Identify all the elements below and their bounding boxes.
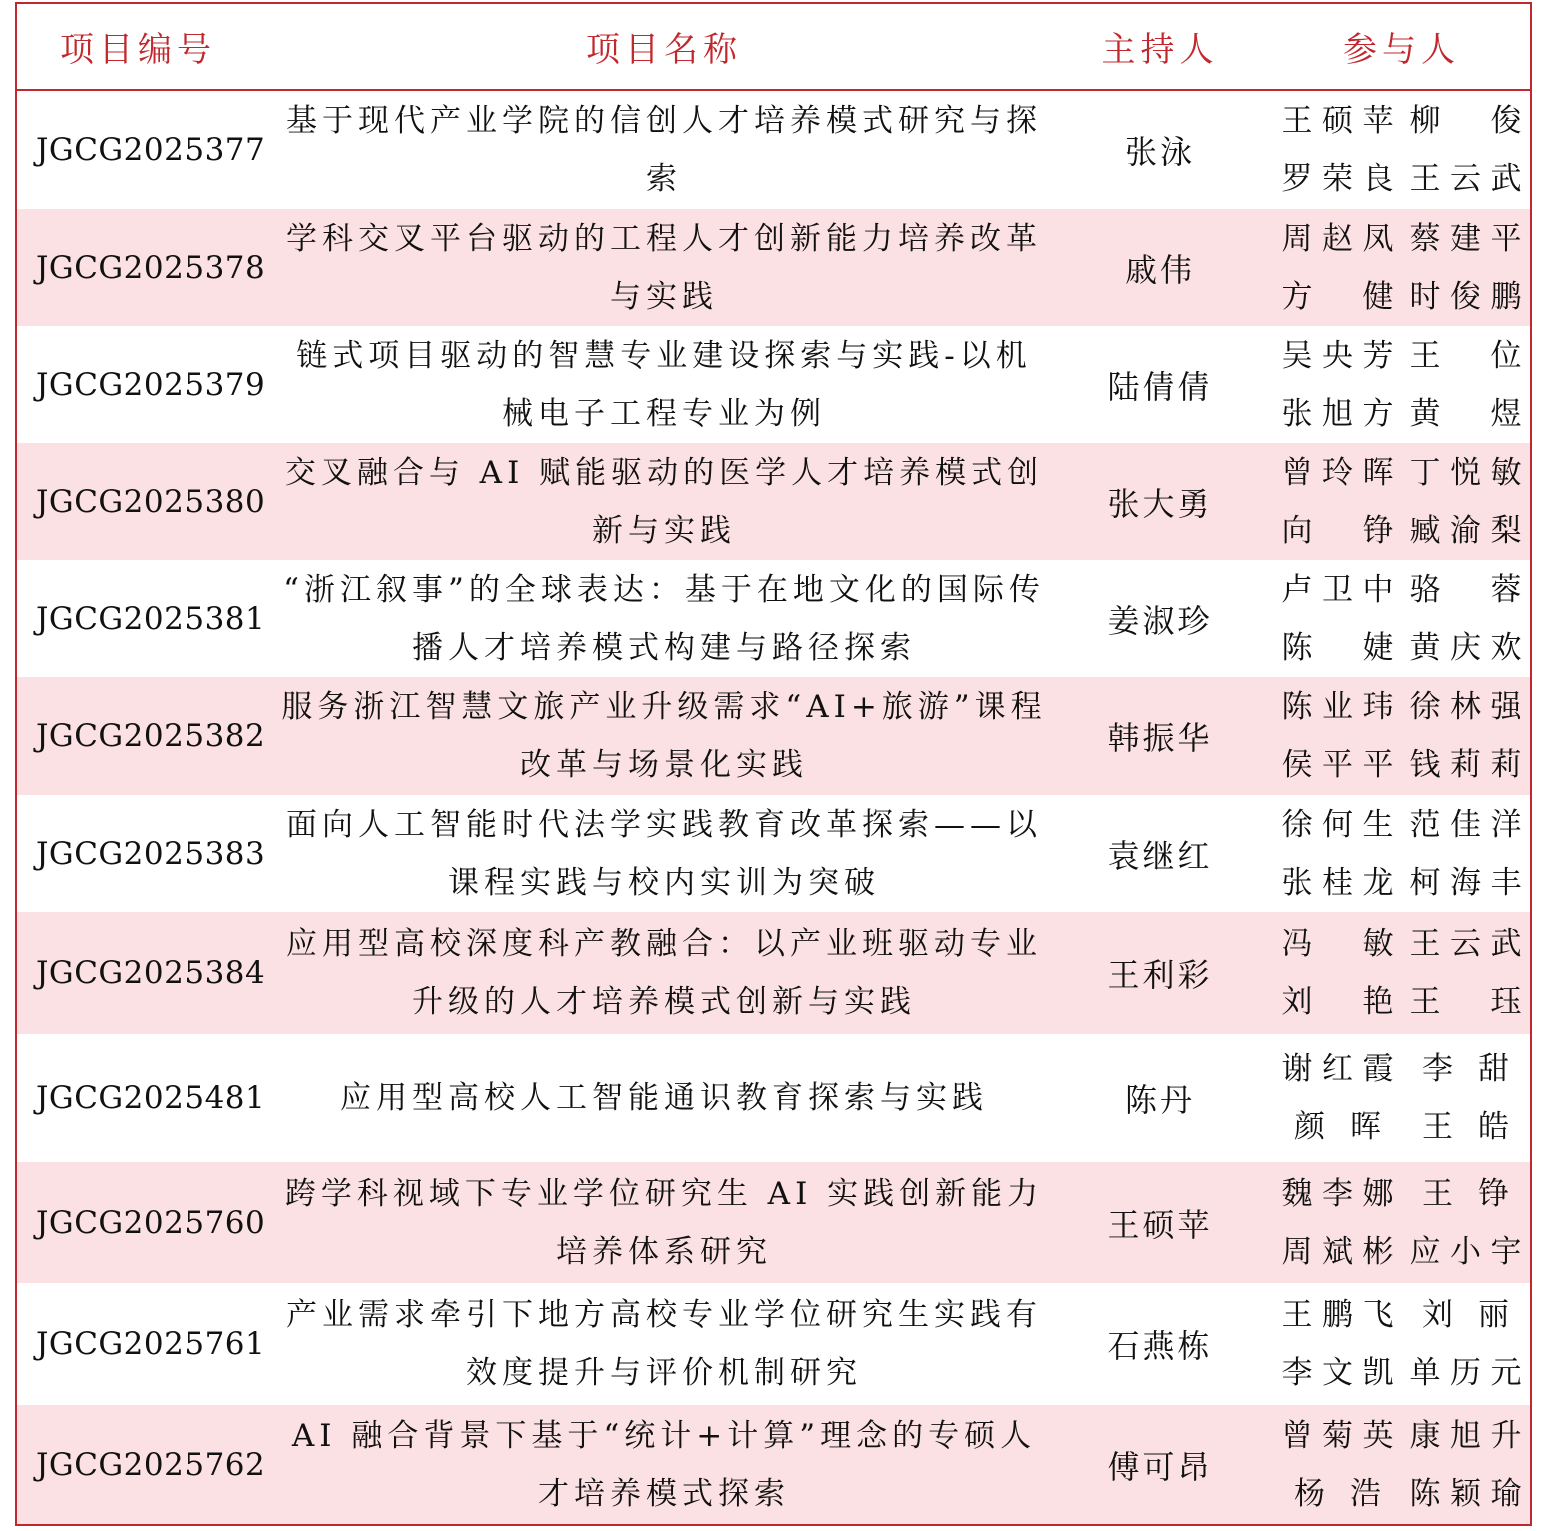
project-participants <box>1269 677 1534 795</box>
project-participants <box>1269 1283 1534 1405</box>
participant-name: 刘 艳 <box>1281 984 1394 1020</box>
project-host: 陈丹 <box>1124 1081 1195 1119</box>
participant-name: 罗 荣 良 <box>1281 161 1394 197</box>
participant-name: 周 斌 彬 <box>1281 1233 1394 1270</box>
project-name: 基于现代产业学院的信创人才培养模式研究与探索 <box>286 103 1042 197</box>
participant-name: 吴 央 芳 <box>1281 337 1394 374</box>
participant-name: 冯 敏 <box>1281 926 1394 962</box>
participant-name: 柳 俊 <box>1409 103 1522 139</box>
participant-name: 李 甜 <box>1422 1051 1509 1087</box>
project-participants <box>1269 326 1534 443</box>
participant-name: 丁 悦 敏 <box>1409 454 1522 491</box>
participant-name: 钱 莉 莉 <box>1409 747 1522 783</box>
participant-name: 徐 林 强 <box>1409 689 1522 725</box>
header-code: 项目编号 <box>60 30 216 70</box>
table-row <box>17 443 1530 560</box>
project-table <box>15 2 1532 1526</box>
participant-name: 王 云 武 <box>1409 926 1522 962</box>
participant-name: 臧 渝 梨 <box>1409 512 1522 549</box>
project-participants <box>1269 795 1534 912</box>
participant-name: 王 皓 <box>1422 1109 1509 1145</box>
project-name: 交叉融合与 AI 赋能驱动的医学人才培养模式创新与实践 <box>284 454 1044 549</box>
participant-name: 范 佳 洋 <box>1409 806 1522 843</box>
participant-name: 曾 菊 英 <box>1281 1417 1394 1454</box>
project-host: 戚伟 <box>1124 250 1195 289</box>
table-row <box>17 1283 1530 1405</box>
participant-name: 张 桂 龙 <box>1281 864 1394 901</box>
participant-name: 康 旭 升 <box>1409 1417 1522 1454</box>
participant-name: 王 硕 苹 <box>1281 103 1394 139</box>
participant-name: 王 云 武 <box>1409 161 1522 197</box>
participant-name: 李 文 凯 <box>1281 1355 1394 1391</box>
project-host: 姜淑珍 <box>1107 601 1213 640</box>
project-participants <box>1269 560 1534 677</box>
table-row <box>17 1162 1530 1283</box>
participant-name: 谢 红 霞 <box>1281 1051 1394 1087</box>
project-code: JGCG2025383 <box>36 835 266 872</box>
table-header <box>17 4 1530 91</box>
project-participants <box>1269 91 1534 209</box>
project-participants <box>1269 912 1534 1034</box>
participant-name: 颜 晖 <box>1294 1109 1381 1145</box>
project-host: 王硕苹 <box>1107 1205 1213 1244</box>
project-host: 韩振华 <box>1107 719 1213 757</box>
participant-name: 蔡 建 平 <box>1409 220 1522 257</box>
participant-name: 黄 庆 欢 <box>1409 629 1522 666</box>
participant-name: 向 铮 <box>1281 512 1394 549</box>
participant-name: 黄 煜 <box>1409 395 1522 432</box>
project-host: 张大勇 <box>1107 484 1213 523</box>
project-host: 陆倩倩 <box>1107 367 1213 406</box>
project-host: 王利彩 <box>1107 956 1213 994</box>
participant-name: 曾 玲 晖 <box>1281 454 1394 491</box>
participant-name: 时 俊 鹏 <box>1409 278 1522 315</box>
participant-name: 陈 颖 瑜 <box>1409 1475 1522 1512</box>
table-row <box>17 209 1530 326</box>
participant-name: 魏 李 娜 <box>1281 1175 1394 1212</box>
participant-name: 杨 浩 <box>1294 1475 1381 1512</box>
project-participants <box>1269 1162 1534 1283</box>
project-code: JGCG2025481 <box>36 1080 266 1116</box>
project-name: 面向人工智能时代法学实践教育改革探索——以课程实践与校内实训为突破 <box>286 806 1042 901</box>
participant-name: 卢 卫 中 <box>1281 571 1394 608</box>
project-code: JGCG2025378 <box>36 249 266 286</box>
project-participants <box>1269 1034 1534 1162</box>
project-name: AI 融合背景下基于“统计+计算”理念的专硕人才培养模式探索 <box>291 1417 1037 1512</box>
project-name: 服务浙江智慧文旅产业升级需求“AI+旅游”课程改革与场景化实践 <box>281 689 1047 783</box>
header-participants: 参与人 <box>1343 30 1460 70</box>
participant-name: 应 小 宇 <box>1409 1233 1522 1270</box>
project-code: JGCG2025760 <box>36 1204 266 1241</box>
project-participants <box>1269 443 1534 560</box>
participant-name: 张 旭 方 <box>1281 395 1394 432</box>
project-name: 学科交叉平台驱动的工程人才创新能力培养改革与实践 <box>286 220 1042 315</box>
project-name: 产业需求牵引下地方高校专业学位研究生实践有效度提升与评价机制研究 <box>286 1297 1042 1391</box>
participant-name: 柯 海 丰 <box>1409 864 1522 901</box>
header-name: 项目名称 <box>586 30 742 70</box>
table-row <box>17 677 1530 795</box>
participant-name: 徐 何 生 <box>1281 806 1394 843</box>
project-name: 应用型高校深度科产教融合：以产业班驱动专业升级的人才培养模式创新与实践 <box>286 926 1042 1020</box>
project-code: JGCG2025762 <box>36 1446 266 1483</box>
project-participants <box>1269 1405 1534 1524</box>
participant-name: 刘 丽 <box>1422 1297 1509 1333</box>
table-row <box>17 912 1530 1034</box>
project-code: JGCG2025381 <box>36 600 266 637</box>
table-row <box>17 326 1530 443</box>
project-code: JGCG2025382 <box>36 718 266 754</box>
table-row <box>17 795 1530 912</box>
project-name: 跨学科视域下专业学位研究生 AI 实践创新能力培养体系研究 <box>284 1175 1044 1270</box>
participant-name: 骆 蓉 <box>1409 571 1522 608</box>
project-name: 链式项目驱动的智慧专业建设探索与实践-以机械电子工程专业为例 <box>296 337 1032 432</box>
project-code: JGCG2025380 <box>36 483 266 520</box>
participant-name: 单 历 元 <box>1409 1355 1522 1391</box>
table-row <box>17 1034 1530 1162</box>
participant-name: 周 赵 凤 <box>1281 220 1394 257</box>
participant-name: 陈 婕 <box>1281 629 1394 666</box>
table-row <box>17 91 1530 209</box>
project-host: 张泳 <box>1124 133 1195 171</box>
participant-name: 王 位 <box>1409 337 1522 374</box>
project-name: 应用型高校人工智能通识教育探索与实践 <box>340 1080 988 1116</box>
participant-name: 方 健 <box>1281 278 1394 315</box>
participant-name: 陈 业 玮 <box>1281 689 1394 725</box>
table-row <box>17 560 1530 677</box>
project-code: JGCG2025761 <box>36 1326 266 1362</box>
participant-name: 王 珏 <box>1409 984 1522 1020</box>
project-participants <box>1269 209 1534 326</box>
header-host: 主持人 <box>1101 30 1219 70</box>
participant-name: 王 铮 <box>1422 1175 1509 1212</box>
participant-name: 侯 平 平 <box>1281 747 1394 783</box>
project-name: “浙江叙事”的全球表达：基于在地文化的国际传播人才培养模式构建与路径探索 <box>283 571 1045 666</box>
project-code: JGCG2025384 <box>36 955 266 991</box>
participant-name: 王 鹏 飞 <box>1281 1297 1394 1333</box>
project-code: JGCG2025379 <box>36 366 266 403</box>
project-code: JGCG2025377 <box>36 132 266 168</box>
table-row <box>17 1405 1530 1524</box>
project-host: 傅可昂 <box>1107 1447 1213 1486</box>
project-host: 袁继红 <box>1107 836 1213 875</box>
project-host: 石燕栋 <box>1107 1327 1213 1365</box>
